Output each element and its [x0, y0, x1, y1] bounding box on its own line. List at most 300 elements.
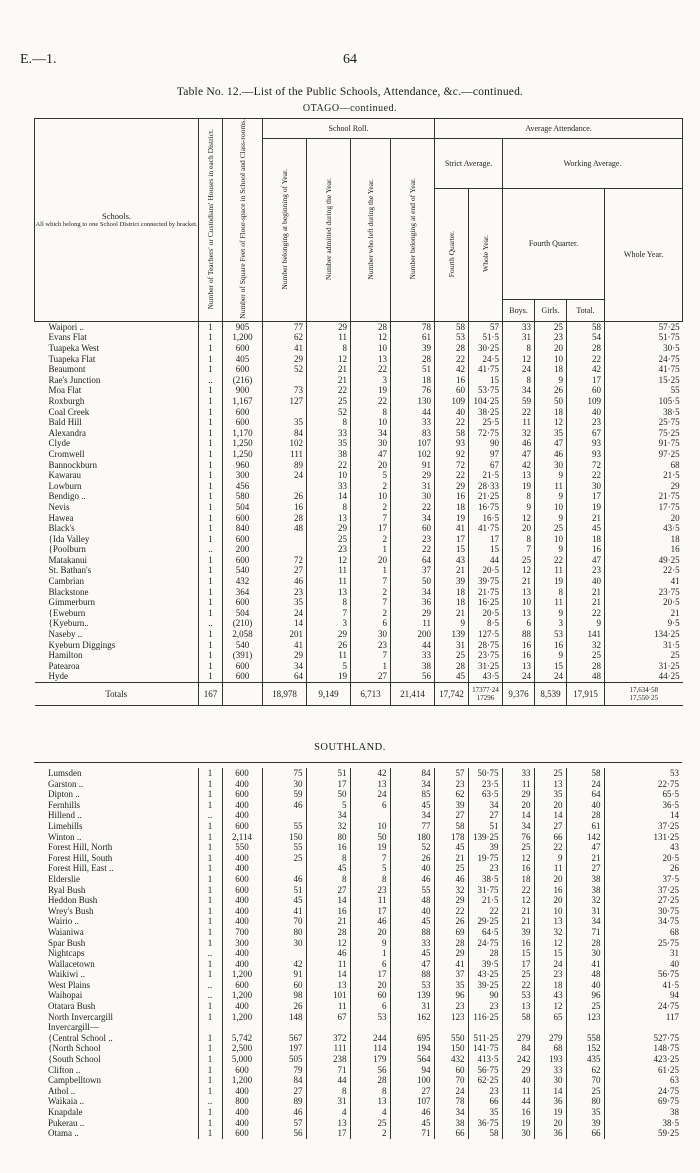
table-cell: 1 — [198, 821, 222, 832]
table-cell: 413·5 — [468, 1054, 502, 1065]
table-cell: 62 — [566, 1065, 604, 1076]
table-cell: 30 — [262, 938, 306, 949]
table-cell: 600 — [222, 885, 262, 896]
table-cell: .. — [198, 980, 222, 991]
table-cell: 20·5 — [604, 853, 682, 864]
strict-fourth-quarter-label: Fourth Quarter. — [446, 230, 456, 277]
table-cell: 1 — [199, 428, 223, 439]
table-row — [34, 1012, 682, 1023]
table-cell: 16 — [502, 863, 534, 874]
table-cell: 38·5 — [605, 407, 683, 418]
table-cell: 13 — [350, 1096, 390, 1107]
table-row — [34, 1065, 682, 1076]
table-cell: 72 — [263, 555, 307, 566]
table-cell: 34 — [434, 1107, 468, 1118]
table-cell: 45 — [262, 895, 306, 906]
school-name: {Central School .. — [48, 1032, 113, 1043]
table-cell: 32 — [567, 640, 605, 651]
table-row — [34, 800, 682, 811]
table-cell: 53 — [350, 1012, 390, 1023]
table-cell: 540 — [223, 565, 263, 576]
table-cell: 33 — [534, 1065, 566, 1076]
table-cell: 16 — [534, 885, 566, 896]
table-cell: 9 — [535, 375, 567, 386]
table-row — [35, 332, 683, 343]
table-cell: 400 — [222, 895, 262, 906]
table-row — [35, 364, 683, 375]
table-cell: (216) — [223, 375, 263, 386]
table-cell: 18 — [534, 980, 566, 991]
table-cell: 17 — [351, 523, 391, 534]
table-cell: 22·75 — [604, 779, 682, 790]
table-cell — [604, 1022, 682, 1033]
table-cell: 55 — [262, 842, 306, 853]
table-cell: 21·75 — [605, 491, 683, 502]
table-cell: 36 — [534, 1096, 566, 1107]
table-cell: 51 — [262, 885, 306, 896]
table-cell: 36 — [391, 597, 435, 608]
totals-value: 18,978 — [263, 683, 307, 706]
table-cell: 13 — [534, 779, 566, 790]
table-cell — [198, 1022, 222, 1033]
table-cell: 600 — [223, 407, 263, 418]
table-cell: 89 — [262, 1096, 306, 1107]
table-row — [35, 597, 683, 608]
table-cell: 13 — [502, 1001, 534, 1012]
table-cell — [350, 810, 390, 821]
table-cell: 28 — [566, 810, 604, 821]
table-cell: 12 — [307, 354, 351, 365]
table-cell — [390, 1022, 434, 1033]
table-cell: 21 — [567, 587, 605, 598]
table-cell: .. — [198, 948, 222, 959]
table-cell: 16 — [435, 375, 469, 386]
table-cell: 42 — [567, 364, 605, 375]
table-cell: 1 — [199, 534, 223, 545]
table-cell: 60 — [350, 990, 390, 1001]
table-cell: .. — [198, 810, 222, 821]
school-name: West Plains — [48, 979, 91, 990]
table-cell: 97 — [469, 449, 503, 460]
table-cell: 23·75 — [469, 650, 503, 661]
table-cell: 66 — [468, 1096, 502, 1107]
table-cell: 23 — [350, 885, 390, 896]
table-cell: 13 — [306, 1118, 350, 1129]
table-cell: 10 — [535, 354, 567, 365]
table-cell: 21 — [502, 906, 534, 917]
table-cell: 53 — [535, 629, 567, 640]
table-cell: 1 — [198, 885, 222, 896]
table-row — [34, 959, 682, 970]
roll-end-header — [391, 139, 435, 322]
table-cell: 29 — [502, 1065, 534, 1076]
table-cell: 47 — [535, 438, 567, 449]
table-cell: 68 — [604, 927, 682, 938]
table-cell: 6 — [503, 618, 535, 629]
table-cell: 61 — [391, 332, 435, 343]
table-cell: 456 — [223, 481, 263, 492]
table-cell: 28·33 — [469, 481, 503, 492]
table-cell: 19 — [351, 385, 391, 396]
school-name: Clyde — [48, 438, 70, 449]
table-cell: (391) — [223, 650, 263, 661]
table-cell: 50 — [535, 396, 567, 407]
table-cell: 60 — [391, 523, 435, 534]
table-cell: 11 — [391, 618, 435, 629]
table-cell: 35 — [468, 1107, 502, 1118]
table-cell: 1 — [199, 364, 223, 375]
table-cell: 58 — [567, 321, 605, 332]
admitted-label: Number admitted during the Year. — [323, 177, 333, 280]
school-name: Lumsden — [48, 768, 82, 778]
school-name: Otama .. — [48, 1128, 79, 1139]
table-cell: 1 — [199, 587, 223, 598]
table-cell: 60 — [434, 1065, 468, 1076]
table-cell: 28 — [566, 938, 604, 949]
table-cell: 1 — [199, 576, 223, 587]
table-cell: 8 — [503, 375, 535, 386]
table-cell: 567 — [262, 1033, 306, 1044]
table-cell: 117 — [604, 1012, 682, 1023]
table-cell: 19 — [567, 502, 605, 513]
table-cell: 7 — [351, 576, 391, 587]
table-row — [35, 618, 683, 629]
table-cell: 840 — [223, 523, 263, 534]
table-cell: 43·5 — [605, 523, 683, 534]
table-cell: 1 — [199, 513, 223, 524]
table-cell: 32 — [434, 885, 468, 896]
table-cell: 1 — [198, 906, 222, 917]
table-cell: 3 — [535, 618, 567, 629]
table-cell: 21·75 — [469, 587, 503, 598]
table-cell: 22 — [502, 885, 534, 896]
table-row — [34, 789, 682, 800]
table-cell: 21 — [306, 916, 350, 927]
table-cell: 25·75 — [604, 938, 682, 949]
table-cell: 67 — [306, 1012, 350, 1023]
school-name: Bendigo .. — [48, 491, 86, 502]
table-cell: 11 — [535, 565, 567, 576]
table-cell: 70 — [262, 916, 306, 927]
table-cell: 16·75 — [469, 502, 503, 513]
table-cell: 600 — [222, 874, 262, 885]
table-cell: 800 — [222, 1096, 262, 1107]
table-cell: 2,058 — [223, 629, 263, 640]
table-row — [35, 576, 683, 587]
school-name: Winton .. — [48, 831, 82, 842]
table-cell: 30 — [566, 948, 604, 959]
table-cell: 80 — [306, 832, 350, 843]
table-cell: 11 — [306, 1001, 350, 1012]
table-cell: 5,000 — [222, 1054, 262, 1065]
table-cell: 50 — [391, 576, 435, 587]
table-cell: 2 — [350, 1128, 390, 1139]
table-cell: 30 — [351, 438, 391, 449]
table-cell: 17 — [350, 969, 390, 980]
table-cell: 24·75 — [604, 1086, 682, 1097]
table-cell: 1 — [198, 800, 222, 811]
table-cell: 16·5 — [469, 513, 503, 524]
table-cell: 16 — [263, 502, 307, 513]
table-cell: 29 — [307, 629, 351, 640]
table-cell: 84 — [502, 1043, 534, 1054]
table-cell: 16 — [503, 640, 535, 651]
table-cell: 29 — [434, 895, 468, 906]
table-cell: 34 — [351, 428, 391, 439]
totals-value: 6,713 — [351, 683, 391, 706]
teachers-header-label: Number of Teachers' or Custodians' Houses in each District. — [205, 128, 215, 310]
schools-header — [35, 119, 199, 322]
table-cell: 432 — [434, 1054, 468, 1065]
table-cell: 21 — [605, 608, 683, 619]
table-cell: 15 — [502, 948, 534, 959]
table-cell: 1 — [198, 853, 222, 864]
table-cell: 100 — [390, 1075, 434, 1086]
table-cell: 23 — [307, 544, 351, 555]
table-row — [35, 470, 683, 481]
table-cell: 197 — [262, 1043, 306, 1054]
table-cell: 141·75 — [468, 1043, 502, 1054]
table-cell: 20 — [502, 800, 534, 811]
table-cell: 1 — [351, 661, 391, 672]
table-cell: 62 — [263, 332, 307, 343]
table-cell: .. — [199, 618, 223, 629]
table-cell: 56·75 — [604, 969, 682, 980]
table-cell: 400 — [222, 810, 262, 821]
table-cell: 8 — [307, 502, 351, 513]
table-cell: 25 — [434, 863, 468, 874]
table-cell: 5 — [351, 470, 391, 481]
school-name: Clifton .. — [48, 1064, 81, 1075]
table-cell: 22 — [534, 842, 566, 853]
table-cell: 50 — [306, 789, 350, 800]
table-cell: 28 — [434, 938, 468, 949]
table-cell: 12 — [503, 565, 535, 576]
table-cell: 29 — [434, 948, 468, 959]
table-cell: 1 — [199, 629, 223, 640]
table-cell: 5 — [307, 661, 351, 672]
boys-header: Boys. — [503, 299, 535, 321]
table-cell: 17 — [306, 779, 350, 790]
table-cell: 9 — [534, 853, 566, 864]
table-cell: 27 — [534, 821, 566, 832]
totals-value: 9,376 — [503, 683, 535, 706]
table-cell: 18 — [502, 874, 534, 885]
table-cell: 25 — [262, 853, 306, 864]
girls-header: Girls. — [535, 299, 567, 321]
table-cell: 47 — [390, 959, 434, 970]
table-cell: 600 — [223, 343, 263, 354]
working-whole-year-header: Whole Year. — [605, 188, 683, 321]
table-cell: 54 — [567, 332, 605, 343]
table-cell: 16 — [502, 1107, 534, 1118]
table-cell: 12 — [503, 513, 535, 524]
table-cell: 1 — [199, 555, 223, 566]
working-average-header: Working Average. — [503, 139, 683, 189]
table-cell: 400 — [222, 1107, 262, 1118]
table-cell: 38·25 — [469, 407, 503, 418]
school-name: {Poolburn — [48, 544, 86, 555]
table-row — [34, 895, 682, 906]
table-cell: 16 — [306, 906, 350, 917]
table-cell: 405 — [223, 354, 263, 365]
table-cell: 58 — [502, 1012, 534, 1023]
table-cell: 33 — [503, 321, 535, 332]
table-row — [35, 417, 683, 428]
school-name: {Eweburn — [48, 607, 86, 618]
table-cell: 7 — [503, 544, 535, 555]
table-cell: .. — [198, 990, 222, 1001]
table-cell: 24 — [535, 671, 567, 682]
school-name: Limehills — [48, 820, 83, 831]
table-cell: 14 — [263, 618, 307, 629]
table-cell: 180 — [390, 832, 434, 843]
school-name: Patearoa — [48, 660, 80, 671]
table-cell: 12 — [502, 895, 534, 906]
school-name: Campbelltown — [48, 1075, 101, 1086]
table-cell: 6 — [351, 618, 391, 629]
table-cell: 79 — [262, 1065, 306, 1076]
table-cell: 600 — [223, 417, 263, 428]
table-cell: 11 — [535, 481, 567, 492]
table-cell: 84 — [263, 428, 307, 439]
table-cell: 1 — [350, 948, 390, 959]
school-name: Fernhills — [48, 799, 81, 810]
table-cell: 22 — [502, 980, 534, 991]
table-cell: 55 — [605, 385, 683, 396]
table-cell: 8 — [503, 491, 535, 502]
table-cell: 56 — [262, 1128, 306, 1139]
table-cell: 25 — [535, 321, 567, 332]
table-cell: 39 — [502, 927, 534, 938]
roll-begin-label: Number belonging at beginning of Year. — [279, 168, 289, 290]
table-cell: 20 — [351, 460, 391, 471]
table-cell: 18 — [535, 364, 567, 375]
table-cell: 1 — [199, 608, 223, 619]
page-number: 64 — [343, 52, 357, 67]
table-cell: 600 — [223, 364, 263, 375]
table-cell: 25 — [566, 1086, 604, 1097]
table-cell: 1 — [198, 1054, 222, 1065]
table-cell: 19 — [502, 1118, 534, 1129]
table-cell: 423·25 — [604, 1054, 682, 1065]
table-cell: 9 — [435, 618, 469, 629]
table-cell: 44 — [391, 640, 435, 651]
table-cell: 75·25 — [605, 428, 683, 439]
table-cell: 1 — [199, 650, 223, 661]
table-cell: 4 — [350, 1107, 390, 1118]
table-cell: 1 — [199, 481, 223, 492]
table-cell: 25 — [534, 768, 566, 779]
table-row — [35, 661, 683, 672]
table-cell: 23·5 — [468, 779, 502, 790]
school-name: Cromwell — [48, 448, 85, 459]
table-cell: 31 — [604, 948, 682, 959]
table-cell: 9 — [503, 502, 535, 513]
table-cell: 600 — [222, 789, 262, 800]
table-cell: 279 — [534, 1033, 566, 1044]
table-cell: 30·5 — [605, 343, 683, 354]
table-cell: 35 — [534, 789, 566, 800]
table-cell: 34 — [502, 821, 534, 832]
table-cell: 1 — [199, 385, 223, 396]
table-cell: 17 — [567, 491, 605, 502]
table-cell: 21 — [503, 576, 535, 587]
table-cell: 148·75 — [604, 1043, 682, 1054]
table-cell: 40 — [502, 1075, 534, 1086]
table-cell: 64 — [263, 671, 307, 682]
table-cell: 30·25 — [469, 343, 503, 354]
table-cell: 550 — [222, 842, 262, 853]
table-cell: 38 — [566, 885, 604, 896]
table-cell: 1 — [198, 927, 222, 938]
table-cell: 71 — [306, 1065, 350, 1076]
table-row — [35, 460, 683, 471]
table-cell: 16 — [567, 544, 605, 555]
table-cell: 1 — [199, 460, 223, 471]
table-cell: 30·75 — [604, 906, 682, 917]
table-cell: 46 — [306, 948, 350, 959]
table-cell: 8 — [307, 417, 351, 428]
table-cell: 23 — [391, 534, 435, 545]
table-cell: 45 — [435, 671, 469, 682]
table-cell: 200 — [391, 629, 435, 640]
school-name: Moa Flat — [48, 385, 82, 396]
table-cell: 24 — [534, 959, 566, 970]
table-cell: 64 — [566, 789, 604, 800]
table-cell: 53 — [604, 768, 682, 779]
table-cell: 20 — [534, 874, 566, 885]
table-cell: 600 — [222, 1128, 262, 1139]
totals-whole-year-second: 17296 — [476, 694, 495, 702]
table-cell: 30 — [262, 779, 306, 790]
table-cell: 55 — [262, 821, 306, 832]
table-row — [34, 863, 682, 874]
table-cell: 40 — [390, 863, 434, 874]
table-cell: 18 — [567, 534, 605, 545]
table-cell: 9 — [350, 938, 390, 949]
table-cell: 80 — [262, 927, 306, 938]
table-cell: 34 — [468, 800, 502, 811]
table-cell: 400 — [222, 1118, 262, 1129]
table-cell: 27 — [351, 671, 391, 682]
table-cell: 21 — [566, 853, 604, 864]
table-cell: 75 — [262, 768, 306, 779]
school-name: Otatara Bush — [48, 1001, 96, 1012]
table-cell: 30 — [351, 629, 391, 640]
table-row — [35, 321, 683, 332]
table-cell: 22 — [567, 470, 605, 481]
table-cell: 47 — [351, 449, 391, 460]
table-cell: 93 — [567, 449, 605, 460]
table-cell: 102 — [263, 438, 307, 449]
table-cell: 40 — [390, 906, 434, 917]
school-name: Hillend .. — [48, 810, 82, 821]
table-cell: 33 — [390, 938, 434, 949]
table-cell: 84 — [262, 1075, 306, 1086]
table-cell: 400 — [222, 863, 262, 874]
table-cell: 33 — [307, 428, 351, 439]
table-cell: 2,500 — [222, 1043, 262, 1054]
table-cell: 8 — [306, 853, 350, 864]
table-cell: 24 — [263, 470, 307, 481]
totals-whole-year-working — [605, 683, 683, 706]
school-name: Knapdale — [48, 1107, 83, 1117]
table-cell: 30 — [567, 481, 605, 492]
totals-working-first: 17,634·58 — [629, 686, 659, 694]
table-cell: 41 — [434, 959, 468, 970]
table-row — [34, 1128, 682, 1139]
